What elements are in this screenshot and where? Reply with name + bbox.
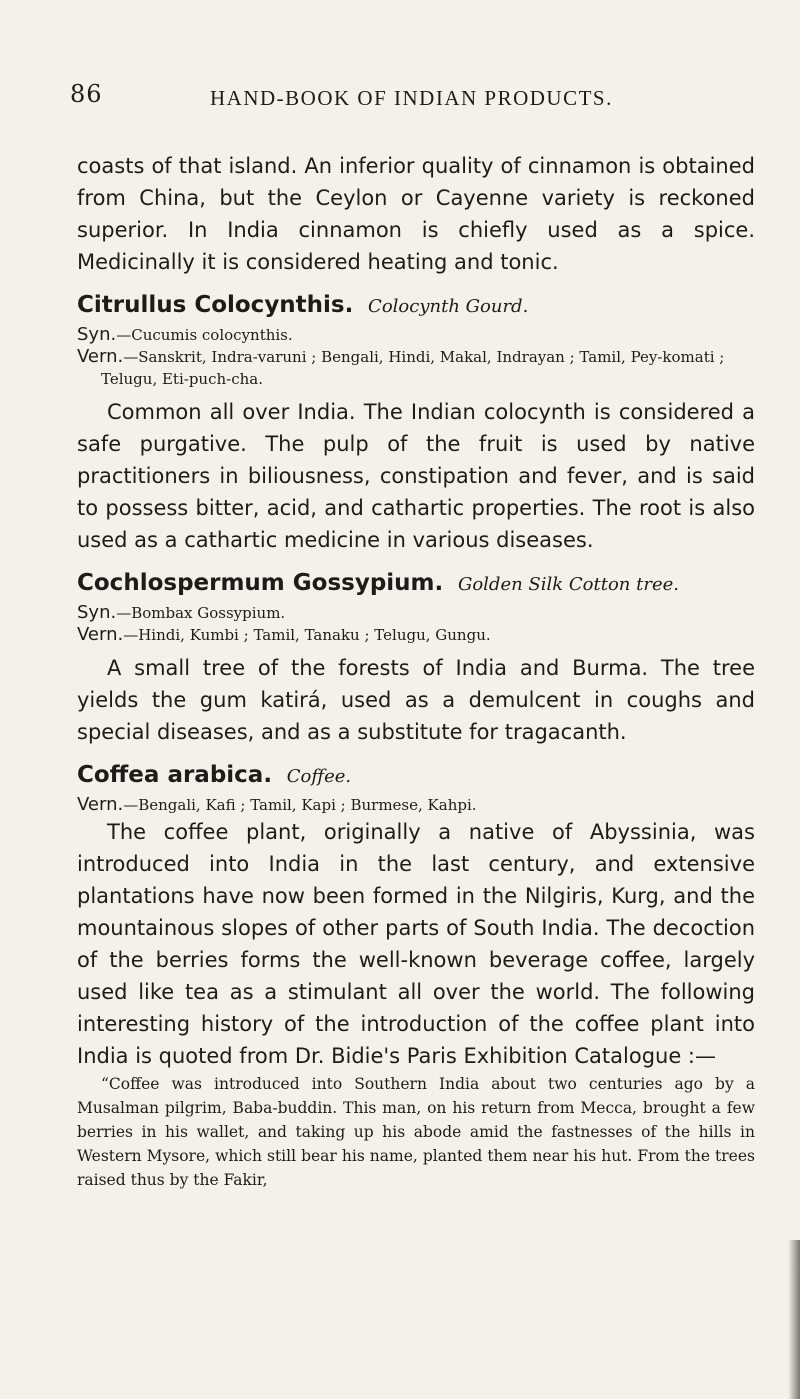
vern-label: Vern. bbox=[77, 624, 124, 645]
entry-heading-coffea bbox=[77, 758, 755, 794]
syn-text: —Cucumis colocynthis. bbox=[116, 326, 293, 344]
page-body bbox=[77, 150, 755, 1192]
syn-label: Syn. bbox=[77, 324, 117, 345]
vern-text: —Sanskrit, Indra-varuni ; Bengali, Hindi, Makal, Indrayan ; Tamil, Pey-komati ; Telugu, Eti-puch-cha. bbox=[101, 348, 725, 388]
entry-description: Common all over India. The Indian colocynth is considered a safe purgative. The pulp of the fruit is used by native practitioners in biliousness, constipation and fever, and is said to possess bitter, acid, and cathartic properties. The root is also used as a cathartic medicine in various diseases. bbox=[77, 400, 755, 552]
page-header bbox=[70, 80, 750, 120]
page-number: 86 bbox=[70, 80, 103, 108]
syn-label: Syn. bbox=[77, 602, 117, 623]
quoted-passage: “Coffee was introduced into Southern India about two centuries ago by a Musalman pilgrim, Baba-buddin. This man, on his return from Mecca, brought a few berries in his wallet, and taking up his abode amid the fastnesses of the hills in Western Mysore, which still bear his name, planted them near his hut. From the trees raised thus by the Fakir, bbox=[77, 1075, 755, 1189]
entry-common-name: Coffee. bbox=[286, 766, 352, 787]
page-edge-shadow bbox=[788, 1240, 800, 1399]
intro-paragraph: coasts of that island. An inferior quality of cinnamon is obtained from China, but the Ceylon or Cayenne variety is reckoned superior. In India cinnamon is chiefly used as a spice. Medicinally it is considered heating and tonic. bbox=[77, 154, 755, 274]
entry-description: A small tree of the forests of India and Burma. The tree yields the gum katirá, used as a demulcent in coughs and special diseases, and as a substitute for tragacanth. bbox=[77, 656, 755, 744]
syn-text: —Bombax Gossypium. bbox=[116, 604, 286, 622]
vern-label: Vern. bbox=[77, 794, 124, 815]
vern-text: —Hindi, Kumbi ; Tamil, Tanaku ; Telugu, Gungu. bbox=[123, 626, 491, 644]
vernacular-line bbox=[77, 346, 755, 390]
entry-common-name: Golden Silk Cotton tree. bbox=[457, 574, 679, 595]
running-head: HAND-BOOK OF INDIAN PRODUCTS. bbox=[210, 86, 613, 110]
entry-name: Cochlospermum Gossypium. bbox=[77, 570, 444, 596]
vern-text: —Bengali, Kafi ; Tamil, Kapi ; Burmese, Kahpi. bbox=[123, 796, 477, 814]
entry-name: Citrullus Colocynthis. bbox=[77, 292, 354, 318]
entry-heading-citrullus bbox=[77, 288, 755, 324]
vern-label: Vern. bbox=[77, 346, 124, 367]
entry-heading-cochlospermum bbox=[77, 566, 755, 602]
entry-name: Coffea arabica. bbox=[77, 762, 273, 788]
vernacular-line bbox=[77, 794, 755, 816]
vernacular-line bbox=[77, 624, 755, 646]
synonym-line bbox=[77, 324, 755, 346]
synonym-line bbox=[77, 602, 755, 624]
entry-common-name: Colocynth Gourd. bbox=[368, 296, 529, 317]
entry-description: The coffee plant, originally a native of Abyssinia, was introduced into India in the last century, and extensive plantations have now been formed in the Nilgiris, Kurg, and the mountainous slopes of other parts of South India. The decoction of the berries forms the well-known beverage coffee, largely used like tea as a stimulant all over the world. The following interesting history of the introduction of the coffee plant into India is quoted from Dr. Bidie's Paris Exhibition Catalogue :— bbox=[77, 820, 755, 1068]
